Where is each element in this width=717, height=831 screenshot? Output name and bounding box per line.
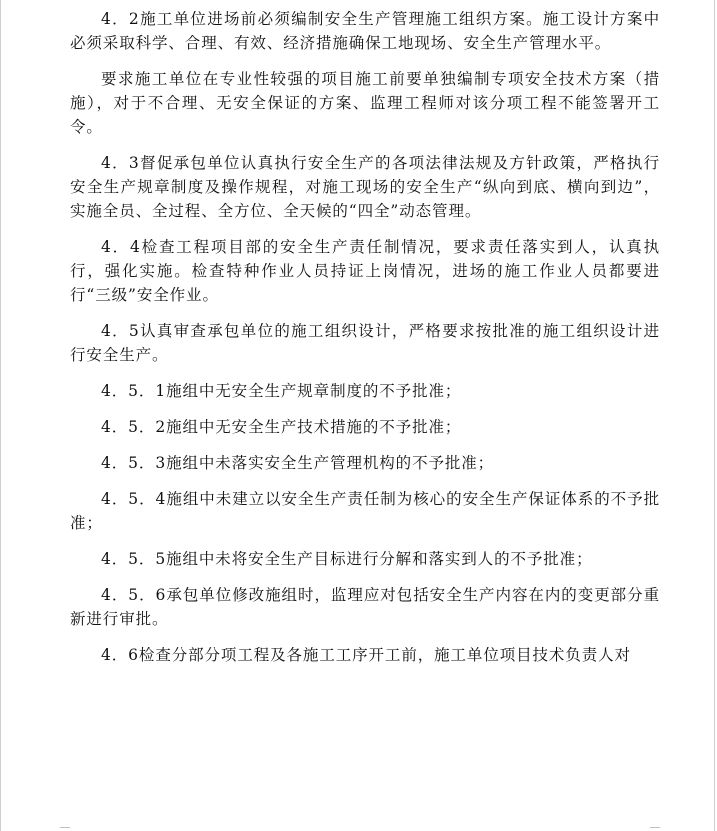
paragraph-4-4: 4．4检查工程项目部的安全生产责任制情况，要求责任落实到人，认真执行，强化实施。检查特种作业人员持证上岗情况，进场的施工作业人员都要进行“三级”安全作业。 — [70, 238, 660, 304]
page-left-edge — [0, 0, 1, 831]
paragraph-4-5: 4．5认真审查承包单位的施工组织设计，严格要求按批准的施工组织设计进行安全生产。 — [70, 322, 660, 364]
document-body — [70, 7, 660, 679]
paragraph-4-6: 4．6检查分部分项工程及各施工工序开工前，施工单位项目技术负责人对 — [101, 646, 631, 664]
paragraph-special-scheme: 要求施工单位在专业性较强的项目施工前要单独编制专项安全技术方案（措施），对于不合理、无安全保证的方案、监理工程师对该分项工程不能签署开工令。 — [70, 70, 660, 136]
page-corner-mark-left — [60, 827, 70, 828]
paragraph-4-5-2: 4．5．2施组中无安全生产技术措施的不予批准； — [101, 418, 462, 436]
paragraph-4-5-3: 4．5．3施组中未落实安全生产管理机构的不予批准； — [101, 454, 495, 472]
paragraph-4-5-4: 4．5．4施组中未建立以安全生产责任制为核心的安全生产保证体系的不予批准； — [70, 490, 660, 532]
paragraph-4-2: 4．2施工单位进场前必须编制安全生产管理施工组织方案。施工设计方案中必须采取科学、合理、有效、经济措施确保工地现场、安全生产管理水平。 — [70, 10, 660, 52]
page-corner-mark-right — [650, 827, 660, 828]
paragraph-4-5-5: 4．5．5施组中未将安全生产目标进行分解和落实到人的不予批准； — [101, 550, 593, 568]
paragraph-4-5-6: 4．5．6承包单位修改施组时，监理应对包括安全生产内容在内的变更部分重新进行审批。 — [70, 586, 660, 628]
paragraph-4-5-1: 4．5．1施组中无安全生产规章制度的不予批准； — [101, 382, 462, 400]
paragraph-4-3: 4．3督促承包单位认真执行安全生产的各项法律法规及方针政策，严格执行安全生产规章制度及操作规程，对施工现场的安全生产“纵向到底、横向到边”，实施全员、全过程、全方位、全天候的“四全”动态管理。 — [70, 154, 660, 220]
page-right-edge — [714, 0, 715, 831]
